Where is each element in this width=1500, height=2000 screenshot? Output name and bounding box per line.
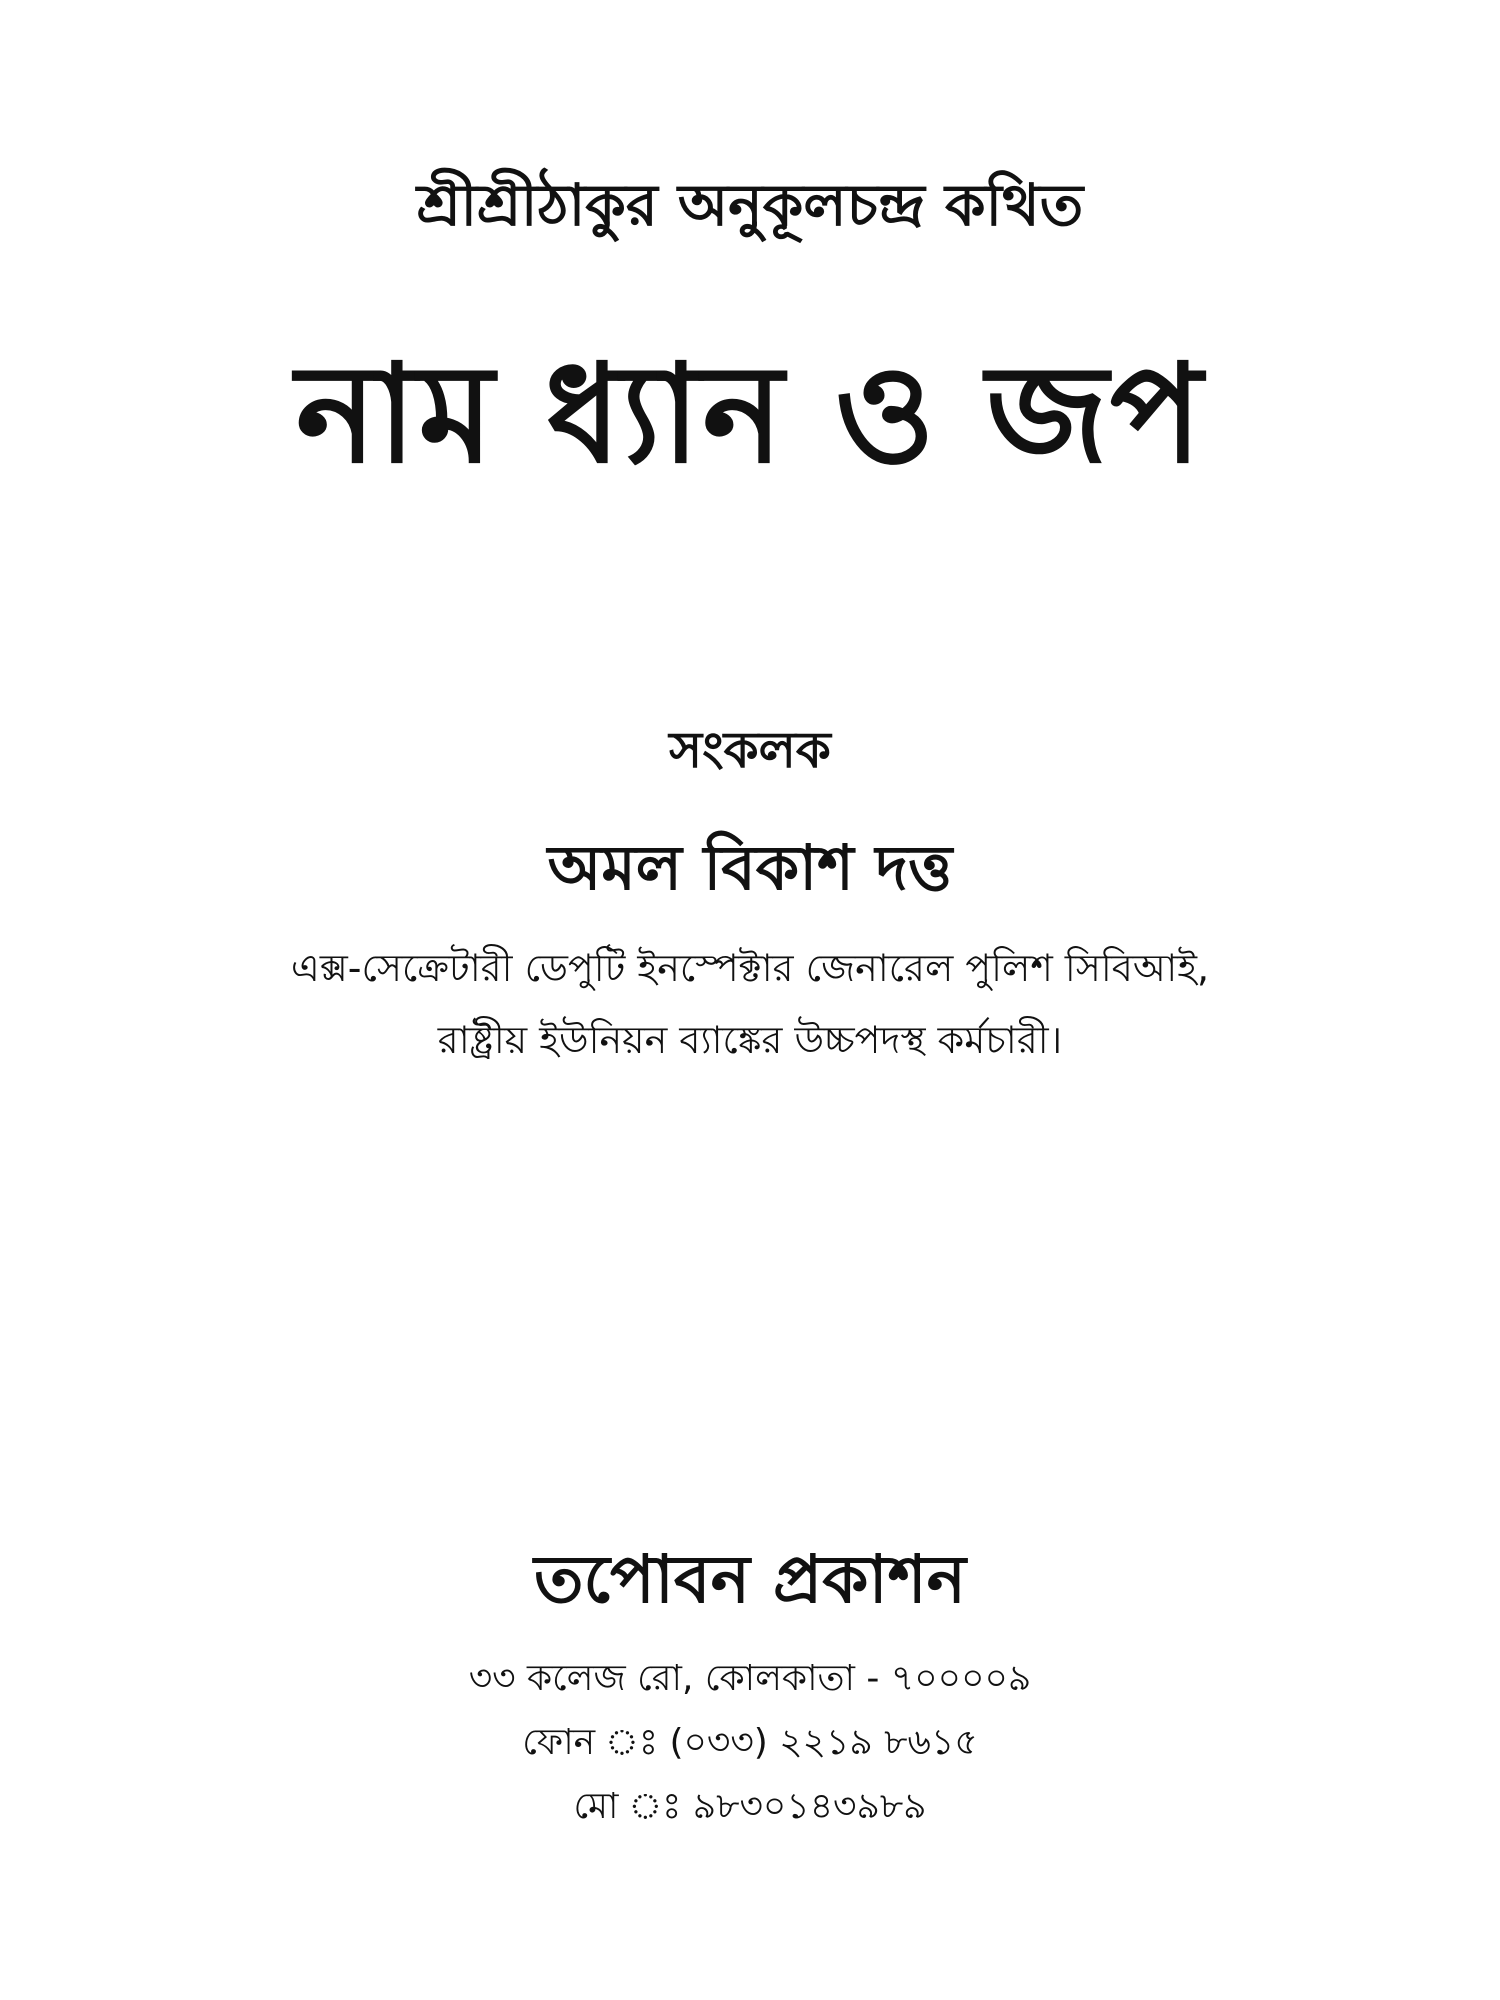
- publisher-address: ৩৩ কলেজ রো, কোলকাতা - ৭০০০০৯: [468, 1658, 1032, 1699]
- compiler-credential-1: এক্স-সেক্রেটারী ডেপুটি ইনস্পেক্টার জেনারেল পুলিশ সিবিআই,: [290, 946, 1210, 990]
- book-title: নাম ধ্যান ও জপ: [295, 336, 1205, 494]
- compiler-label: সংকলক: [669, 721, 831, 779]
- compiler-name: অমল বিকাশ দত্ত: [547, 831, 953, 904]
- publisher-mobile: মো ঃ ৯৮৩০১৪৩৯৮৯: [573, 1786, 927, 1827]
- publisher-name: তপোবন প্রকাশন: [533, 1541, 967, 1618]
- compiler-credential-2: রাষ্ট্রীয় ইউনিয়ন ব্যাঙ্কের উচ্চপদস্থ কর্মচারী।: [437, 1018, 1063, 1062]
- attribution-line: শ্রীশ্রীঠাকুর অনুকূলচন্দ্র কথিত: [416, 171, 1084, 239]
- publisher-phone: ফোন ঃ (০৩৩) ২২১৯ ৮৬১৫: [522, 1722, 978, 1763]
